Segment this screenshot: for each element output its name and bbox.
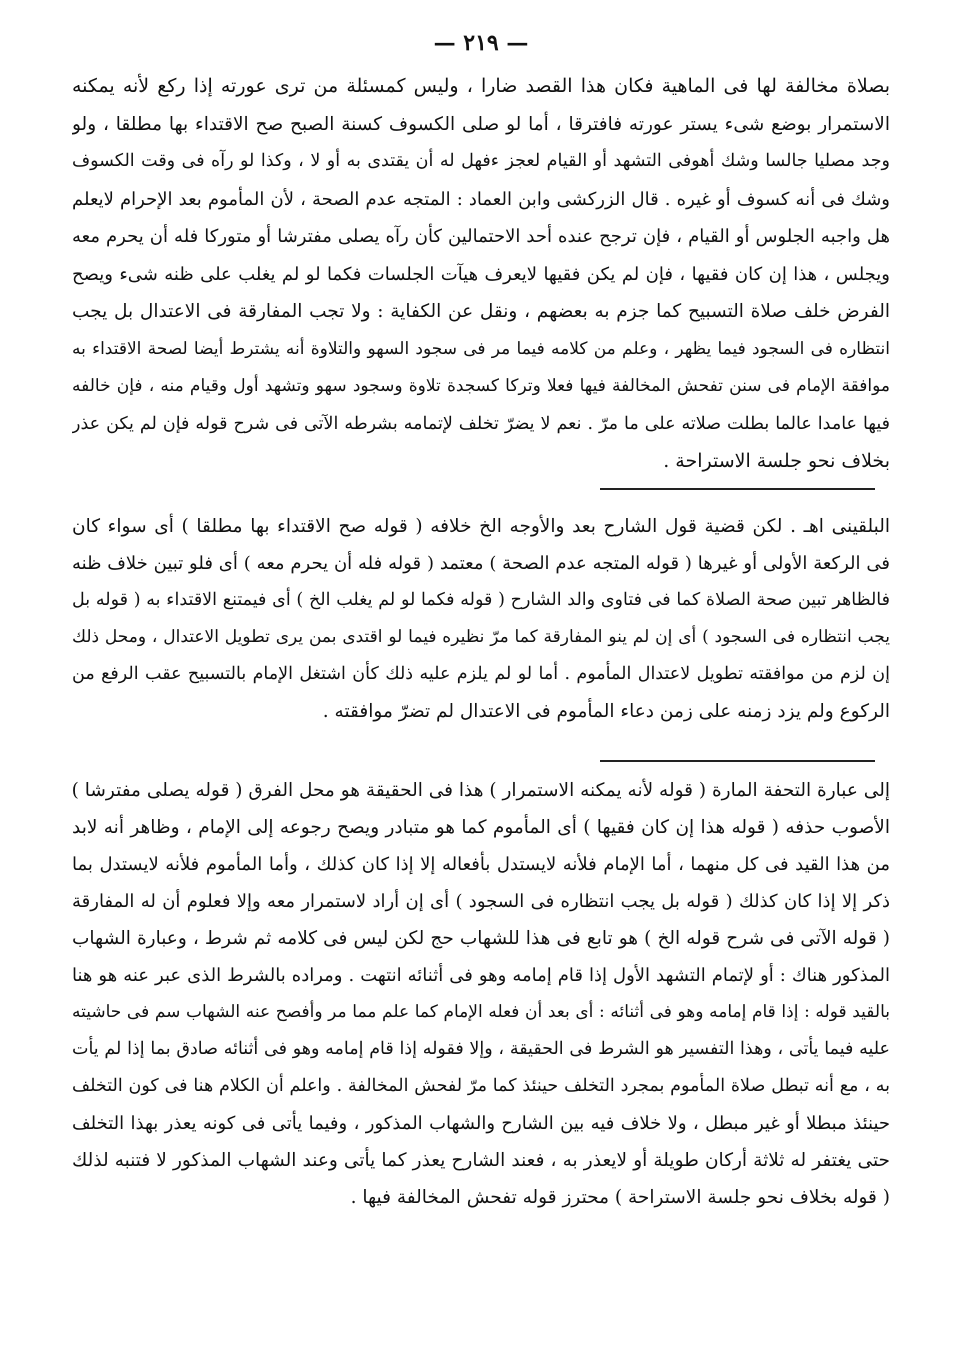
main-line: الاستمرار بوضع شىء يستر عورته فافترقا ، أما لو صلى الكسوف كسنة الصبح صح الاقتداء بها مطلقا ، ولو <box>72 113 890 135</box>
commentary-line: ( قوله الآتى فى شرح قوله الخ ) هو تابع فى هذا للشهاب حج لكن ليس فى كلامه ثم شرط ، وعبارة الشهاب <box>72 928 890 949</box>
main-text <box>72 68 890 481</box>
commentary-line: بالقيد قوله : إذا قام إمامه وهو فى أثنائه : أى بعد أن فعله الإمام كما علم مما مر وأفصح عنه الشهاب سم فى حاشيته <box>72 1002 890 1022</box>
commentary-line: إلى عبارة التحفة المارة ( قوله لأنه يمكنه الاستمرار ) هذا فى الحقيقة هو محل الفرق ( قوله يصلى مفترشا ) <box>72 780 890 801</box>
commentary-line: فالظاهر تبين صحة الصلاة كما فى فتاوى والد الشارح ( قوله فكما لو لم يغلب الخ ) أى فيمتنع الاقتداء به ( قوله بل <box>72 590 890 610</box>
main-line: موافقة الإمام فى سنن تفحش المخالفة فيها فعلا وتركا كسجدة تلاوة وسجود سهو وتشهد أول وقيام منه ، فإن خالفه <box>72 376 890 396</box>
main-line: بخلاف نحو جلسة الاستراحة . <box>663 450 890 472</box>
commentary-line: ( قوله بخلاف نحو جلسة الاستراحة ) محترز قوله تفحش المخالفة فيها . <box>350 1187 890 1208</box>
commentary-block-1 <box>72 508 890 730</box>
main-line: الفرض خلف صلاة التسبيح كما جزم به بعضهم ، ونقل عن الكفاية : ولا تجب المفارقة فى الاعتدال بل يجب <box>72 301 890 322</box>
page-number: — ٢١٩ — <box>433 30 529 56</box>
commentary-line: يجب انتظاره فى السجود ) أى إن لم ينو المفارقة كما مرّ نظيره فيما لو اقتدى بمن يرى تطويل الاعتدال ، ومحل ذلك <box>72 627 890 647</box>
commentary-line: فى الركعة الأولى أو غيرها ( قوله المتجه عدم الصحة ) معتمد ( قوله فله أن يحرم معه ) أى فلو تبين خلاف ظنه <box>72 553 890 574</box>
commentary-line: من هذا القيد فى كل منهما ، أما الإمام فلأنه لايستدل بأفعاله إلا إذا كان كذلك ، وأما المأموم فلأنه لايستدل بما <box>72 854 890 875</box>
main-line: وشك فى أنه كسوف أو غيره . قال الزركشى وابن العماد : المتجه عدم الصحة ، لأن المأموم بعد الإحرام لايعلم <box>72 188 890 210</box>
main-line: وجد مصليا جالسا وشك أهوفى التشهد أو القيام لعجز ءفهل له أن يقتدى به أو لا ، وكذا لو رآه فى وقت الكسوف <box>72 151 890 171</box>
commentary-line: المذكور هناك : أو لإتمام التشهد الأول إذا قام إمامه وهو فى أثنائه انتهت . ومراده بالشرط الذى عبر عنه هو هنا <box>72 965 890 986</box>
main-line: انتظاره فى السجود فيما يظهر ، وعلم من كلامه فيما مر فى سجود السهو والتلاوة أنه يشترط أيضا لصحة الاقتداء به <box>72 338 890 359</box>
commentary-line: الأصوب حذفه ( قوله هذا إن كان فقيها ) أى المأموم كما هو متبادر ويصح رجوعه إلى الإمام ، وظاهر أنه لابد <box>72 817 890 838</box>
commentary-line: ذكر إلا إذا كان كذلك ( قوله بل يجب انتظاره فى السجود ) أى إن أراد لاستمرار معه وإلا فعلوم أن له المفارقة <box>72 891 890 912</box>
main-line: ويجلس ، هذا إن كان فقيها ، فإن لم يكن فقيها لايعرف هيآت الجلسات فكما لو لم يغلب على ظنه شىء ويصح <box>72 263 890 285</box>
commentary-line: به ، مع أنه تبطل صلاة المأموم بمجرد التخلف حينئذ كما مرّ لفحش المخالفة . واعلم أن الكلام هنا فى كون التخلف <box>72 1076 890 1096</box>
commentary-line: إن لزم من موافقته تطويل لاعتدال المأموم . أما لو لم يلزم عليه ذلك كأن اشتغل الإمام بالتسبيح عقب الرفع من <box>72 664 890 684</box>
main-line: هل واجبه الجلوس أو القيام ، فإن ترجح عنده أحد الاحتمالين كأن رآه يصلى مفترشا أو متوركا فله أن يحرم معه <box>72 226 890 247</box>
commentary-line: البلقينى اهـ . لكن قضية قول الشارح بعد والأوجه الخ خلافه ( قوله صح الاقتداء بها مطلقا ) أى سواء كان <box>72 516 890 537</box>
footnote-divider-1 <box>600 488 875 490</box>
commentary-line: حتى يغتفر له ثلاثة أركان طويلة أو لايعذر به ، فعند الشارح يعذر كما يأتى وعند الشهاب المذكور لا فتنبه لذلك <box>72 1150 890 1171</box>
commentary-line: عليه فيما يأتى ، وهذا التفسير هو الشرط فى الحقيقة ، وإلا فقوله إذا قام إمامه وهو فى أثنائه صادق بما إذا لم يأت <box>72 1039 890 1059</box>
commentary-block-2 <box>72 772 890 1216</box>
footnote-divider-2 <box>600 760 875 762</box>
commentary-line: حينئذ مبطلا أو غير مبطل ، ولا خلاف فيه بين الشارح والشهاب المذكور ، وفيما يأتى فى كونه يعذر بهذا التخلف <box>72 1113 890 1134</box>
commentary-line: الركوع ولم يزد زمنه على زمن دعاء المأموم فى الاعتدال لم تضرّ موافقته . <box>322 701 890 722</box>
main-line: فيها عامدا عالما بطلت صلاته على ما مرّ . نعم لا يضرّ تخلف لإتمامه بشرطه الآتى فى شرح قوله فإن لم يكن عذر <box>72 413 890 434</box>
main-line: بصلاة مخالفة لها فى الماهية فكان هذا القصد ضارا ، وليس كمسئلة من ترى عورته إذا ركع لأنه يمكنه <box>72 75 890 97</box>
